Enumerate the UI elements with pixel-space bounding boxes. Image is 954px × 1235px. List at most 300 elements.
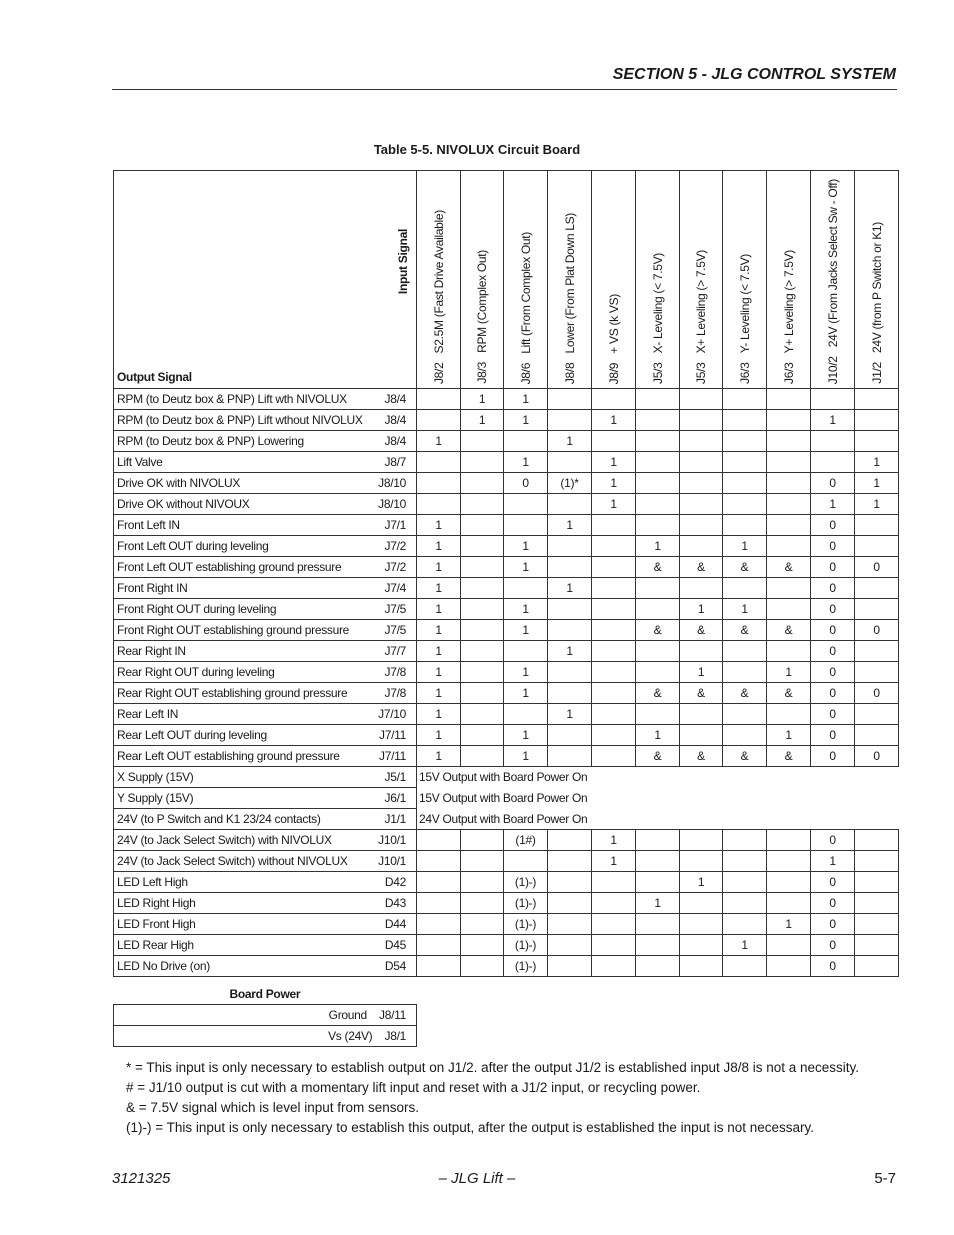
table-cell: 1 — [548, 578, 592, 599]
table-row — [114, 872, 899, 893]
output-signal-pin: J8/4 — [384, 392, 406, 406]
output-signal-name: 24V (to Jack Select Switch) without NIVOLUX — [117, 854, 348, 868]
table-cell — [723, 830, 767, 851]
table-cell: 0 — [855, 620, 899, 641]
table-cell: 1 — [461, 389, 504, 410]
table-cell: & — [723, 746, 767, 767]
table-cell: 1 — [504, 662, 548, 683]
row-label-cell — [114, 515, 417, 536]
table-cell: (1)-) — [504, 935, 548, 956]
table-row — [114, 452, 899, 473]
column-name: Y+ Leveling (> 7.5V) — [781, 250, 796, 354]
table-cell — [548, 914, 592, 935]
table-cell: 1 — [417, 515, 461, 536]
table-row — [114, 599, 899, 620]
table-cell — [592, 956, 636, 977]
table-cell — [680, 389, 723, 410]
output-signal-pin: J7/8 — [384, 686, 406, 700]
table-cell: & — [680, 620, 723, 641]
table-cell — [636, 599, 680, 620]
row-label-cell — [114, 473, 417, 494]
table-cell — [417, 452, 461, 473]
row-label-cell — [114, 578, 417, 599]
output-signal-pin: J10/1 — [378, 854, 406, 868]
table-cell — [680, 641, 723, 662]
table-cell — [461, 746, 504, 767]
table-cell — [855, 641, 899, 662]
table-cell — [592, 515, 636, 536]
table-cell — [636, 851, 680, 872]
table-cell — [592, 557, 636, 578]
board-power-table — [113, 984, 417, 1047]
table-cell: 1 — [592, 473, 636, 494]
table-caption: Table 5-5. NIVOLUX Circuit Board — [373, 142, 581, 157]
table-cell — [636, 914, 680, 935]
output-signal-pin: J1/1 — [384, 812, 406, 826]
table-row — [114, 746, 899, 767]
board-power-title: Board Power — [229, 987, 301, 1001]
table-cell — [461, 431, 504, 452]
table-cell: 1 — [548, 431, 592, 452]
row-label-cell — [114, 683, 417, 704]
table-cell: 0 — [855, 746, 899, 767]
table-cell — [461, 557, 504, 578]
column-header — [636, 171, 680, 389]
column-pin: J5/3 — [650, 362, 665, 384]
table-cell: 0 — [855, 683, 899, 704]
row-label-cell — [114, 725, 417, 746]
table-cell: 1 — [504, 557, 548, 578]
output-signal-name: Rear Right OUT establishing ground pressure — [117, 686, 348, 700]
table-cell: 1 — [417, 725, 461, 746]
table-row — [114, 809, 899, 830]
table-cell: & — [636, 746, 680, 767]
table-cell — [504, 578, 548, 599]
table-cell — [461, 473, 504, 494]
output-signal-name: LED Front High — [117, 917, 196, 931]
table-row — [114, 851, 899, 872]
table-cell — [680, 851, 723, 872]
table-cell: 1 — [417, 704, 461, 725]
table-cell — [461, 914, 504, 935]
footnotes — [126, 1058, 859, 1138]
table-cell — [767, 641, 811, 662]
table-cell — [767, 893, 811, 914]
column-name: 24V (From Jacks Select Sw - Off) — [825, 178, 840, 348]
table-cell — [723, 851, 767, 872]
table-cell — [855, 578, 899, 599]
table-cell — [811, 452, 855, 473]
column-header — [855, 171, 899, 389]
output-signal-pin: J10/1 — [378, 833, 406, 847]
table-cell: (1)-) — [504, 914, 548, 935]
table-cell — [636, 410, 680, 431]
table-cell — [636, 494, 680, 515]
table-cell — [548, 410, 592, 431]
table-cell — [592, 725, 636, 746]
table-cell: & — [767, 620, 811, 641]
table-cell — [548, 620, 592, 641]
row-label-cell — [114, 914, 417, 935]
page-number: 5-7 — [874, 1170, 896, 1187]
table-cell — [592, 578, 636, 599]
table-cell: 1 — [417, 431, 461, 452]
table-cell — [855, 389, 899, 410]
table-cell — [855, 725, 899, 746]
row-label-cell — [114, 641, 417, 662]
column-name: X+ Leveling (> 7.5V) — [694, 250, 708, 354]
table-cell — [723, 578, 767, 599]
table-cell — [592, 431, 636, 452]
table-cell: 1 — [636, 536, 680, 557]
table-cell — [855, 830, 899, 851]
table-cell: 1 — [504, 620, 548, 641]
output-signal-name: Rear Right OUT during leveling — [117, 665, 275, 679]
table-cell — [636, 872, 680, 893]
column-pin: J8/6 — [518, 362, 533, 384]
table-cell — [417, 851, 461, 872]
row-label-cell — [114, 536, 417, 557]
column-name: S2.5M (Fast Drive Available) — [431, 209, 446, 354]
table-cell: 1 — [417, 578, 461, 599]
table-cell: 0 — [504, 473, 548, 494]
row-label-cell — [114, 893, 417, 914]
row-note: 15V Output with Board Power On — [419, 791, 588, 805]
table-cell — [855, 935, 899, 956]
column-header — [723, 171, 767, 389]
column-header — [548, 171, 592, 389]
table-cell: & — [723, 557, 767, 578]
table-cell — [461, 620, 504, 641]
table-cell — [417, 830, 461, 851]
table-row — [114, 683, 899, 704]
board-power-row: Vs (24V) J8/1 — [114, 1026, 417, 1047]
output-signal-pin: J7/2 — [384, 539, 406, 553]
table-cell: 1 — [680, 662, 723, 683]
row-blank — [592, 767, 899, 788]
table-cell — [636, 578, 680, 599]
table-cell: 0 — [811, 557, 855, 578]
table-cell: 1 — [592, 830, 636, 851]
table-cell: 1 — [680, 599, 723, 620]
table-cell — [461, 872, 504, 893]
table-cell — [548, 599, 592, 620]
table-cell — [417, 473, 461, 494]
table-cell: 1 — [767, 725, 811, 746]
output-signal-pin: J8/4 — [384, 434, 406, 448]
table-row — [114, 893, 899, 914]
table-cell — [723, 956, 767, 977]
table-cell: 1 — [417, 641, 461, 662]
row-note: 15V Output with Board Power On — [419, 770, 588, 785]
output-signal-pin: J5/1 — [384, 770, 406, 784]
table-cell — [504, 851, 548, 872]
table-cell — [636, 515, 680, 536]
row-label-cell — [114, 809, 417, 830]
table-cell: 1 — [417, 746, 461, 767]
table-cell — [461, 830, 504, 851]
table-cell: (1#) — [504, 830, 548, 851]
table-cell: 1 — [548, 515, 592, 536]
table-cell: 1 — [548, 704, 592, 725]
table-cell: & — [636, 557, 680, 578]
table-cell — [680, 830, 723, 851]
table-cell — [417, 494, 461, 515]
output-signal-pin: J7/4 — [384, 581, 406, 595]
row-label-cell — [114, 662, 417, 683]
header-rule — [112, 89, 897, 90]
table-row — [114, 536, 899, 557]
table-cell: 1 — [504, 599, 548, 620]
output-signal-name: X Supply (15V) — [117, 770, 194, 784]
table-row — [114, 578, 899, 599]
nivolux-table — [113, 170, 899, 977]
table-cell — [723, 410, 767, 431]
table-cell: 1 — [680, 872, 723, 893]
table-cell — [592, 683, 636, 704]
table-row — [114, 725, 899, 746]
table-cell — [723, 452, 767, 473]
table-cell — [680, 914, 723, 935]
table-cell — [548, 830, 592, 851]
table-cell — [504, 431, 548, 452]
row-label-cell — [114, 956, 417, 977]
output-signal-name: Front Right OUT during leveling — [117, 602, 277, 616]
table-cell — [767, 452, 811, 473]
table-row — [114, 767, 899, 788]
output-signal-name: RPM (to Deutz box & PNP) Lift wth NIVOLUX — [117, 392, 347, 406]
table-cell — [636, 389, 680, 410]
table-cell — [461, 725, 504, 746]
table-cell: 0 — [811, 515, 855, 536]
table-cell — [723, 662, 767, 683]
table-cell — [855, 956, 899, 977]
table-row — [114, 557, 899, 578]
output-signal-name: Front Left OUT establishing ground pressure — [117, 560, 342, 574]
table-cell — [636, 431, 680, 452]
table-cell: 1 — [504, 683, 548, 704]
table-cell — [767, 599, 811, 620]
table-cell — [548, 956, 592, 977]
output-signal-pin: J7/8 — [384, 665, 406, 679]
row-label-cell — [114, 410, 417, 431]
column-pin: J8/9 — [606, 362, 621, 384]
table-cell: 0 — [811, 620, 855, 641]
column-pin: J8/2 — [431, 362, 446, 384]
output-signal-pin: D43 — [384, 896, 406, 910]
table-row — [114, 494, 899, 515]
table-cell — [461, 599, 504, 620]
table-cell — [548, 662, 592, 683]
header-corner — [114, 171, 417, 389]
table-row — [114, 935, 899, 956]
table-cell — [592, 389, 636, 410]
table-cell: (1)-) — [504, 956, 548, 977]
table-cell — [767, 830, 811, 851]
table-cell: 1 — [855, 494, 899, 515]
footnote: (1)-) = This input is only necessary to establish this output, after the output is established the input is not necessary. — [126, 1120, 814, 1135]
output-signal-pin: D54 — [384, 959, 406, 973]
column-name: + VS (k VS) — [606, 293, 621, 354]
table-cell — [855, 914, 899, 935]
output-signal-pin: D42 — [384, 875, 406, 889]
output-signal-pin: J7/5 — [384, 602, 406, 616]
table-cell — [723, 389, 767, 410]
output-signal-pin: J7/2 — [384, 560, 406, 574]
table-cell — [461, 935, 504, 956]
table-cell — [855, 599, 899, 620]
table-cell — [680, 494, 723, 515]
table-cell — [680, 515, 723, 536]
table-row — [114, 956, 899, 977]
table-cell — [855, 431, 899, 452]
column-header — [767, 171, 811, 389]
table-cell — [636, 956, 680, 977]
table-cell — [680, 536, 723, 557]
table-cell: 0 — [811, 473, 855, 494]
table-row — [114, 410, 899, 431]
table-cell — [723, 641, 767, 662]
section-title: SECTION 5 - JLG CONTROL SYSTEM — [612, 66, 896, 83]
column-header — [461, 171, 504, 389]
table-cell — [767, 872, 811, 893]
table-cell — [592, 662, 636, 683]
table-cell: & — [680, 683, 723, 704]
footer-center: – JLG Lift – — [438, 1170, 516, 1187]
table-cell: 1 — [504, 725, 548, 746]
table-row — [114, 704, 899, 725]
table-cell — [636, 662, 680, 683]
table-cell: (1)* — [548, 473, 592, 494]
table-cell — [855, 410, 899, 431]
table-cell: (1)-) — [504, 872, 548, 893]
column-name: 24V (from P Switch or K1) — [869, 222, 884, 354]
table-cell: 0 — [811, 578, 855, 599]
table-cell: 1 — [417, 662, 461, 683]
table-cell: & — [723, 683, 767, 704]
table-cell — [811, 389, 855, 410]
output-signal-name: 24V (to Jack Select Switch) with NIVOLUX — [117, 833, 332, 847]
table-cell: 0 — [811, 872, 855, 893]
table-cell — [723, 872, 767, 893]
input-signal-label: Input Signal — [396, 229, 410, 295]
table-cell — [767, 494, 811, 515]
table-cell: 1 — [592, 410, 636, 431]
table-cell — [548, 851, 592, 872]
table-cell — [680, 473, 723, 494]
table-cell — [723, 431, 767, 452]
output-signal-pin: J7/7 — [384, 644, 406, 658]
column-pin: J6/3 — [781, 362, 796, 384]
table-cell — [548, 494, 592, 515]
table-cell: & — [723, 620, 767, 641]
table-cell — [767, 473, 811, 494]
table-cell — [636, 830, 680, 851]
table-cell: 0 — [811, 641, 855, 662]
table-cell: 1 — [592, 494, 636, 515]
table-cell: 1 — [417, 683, 461, 704]
column-pin: J8/8 — [562, 362, 577, 384]
table-cell: & — [767, 746, 811, 767]
output-signal-name: Y Supply (15V) — [117, 791, 194, 805]
table-cell: (1)-) — [504, 893, 548, 914]
table-cell: 0 — [811, 893, 855, 914]
table-cell: 0 — [855, 557, 899, 578]
table-cell: 0 — [811, 830, 855, 851]
table-cell — [417, 935, 461, 956]
table-cell: 1 — [504, 536, 548, 557]
output-signal-pin: J7/11 — [379, 728, 406, 742]
table-cell — [767, 515, 811, 536]
table-cell — [548, 935, 592, 956]
column-name: Lower (From Plat Down LS) — [562, 212, 577, 354]
table-cell — [723, 494, 767, 515]
table-cell: 1 — [723, 599, 767, 620]
doc-number: 3121325 — [112, 1170, 171, 1187]
table-cell — [855, 704, 899, 725]
table-cell: 1 — [811, 410, 855, 431]
output-signal-pin: J8/4 — [384, 413, 406, 427]
table-cell — [723, 515, 767, 536]
table-cell: 1 — [461, 410, 504, 431]
table-cell: 1 — [767, 914, 811, 935]
table-cell — [636, 641, 680, 662]
table-cell — [767, 431, 811, 452]
table-cell — [417, 956, 461, 977]
output-signal-pin: J7/1 — [384, 518, 406, 532]
table-cell — [548, 725, 592, 746]
output-signal-pin: D44 — [384, 917, 406, 931]
row-label-cell — [114, 704, 417, 725]
row-label-cell — [114, 935, 417, 956]
column-name: X- Leveling (< 7.5V) — [650, 253, 665, 354]
output-signal-name: LED Rear High — [117, 938, 194, 952]
table-cell: 0 — [811, 935, 855, 956]
output-signal-name: Front Left OUT during leveling — [117, 539, 269, 553]
table-cell — [767, 704, 811, 725]
table-cell — [767, 536, 811, 557]
column-header — [680, 171, 723, 389]
column-pin: J1/2 — [869, 362, 884, 384]
table-cell — [855, 893, 899, 914]
table-cell — [504, 515, 548, 536]
row-label-cell — [114, 452, 417, 473]
column-name: RPM (Complex Out) — [475, 250, 489, 354]
table-cell — [680, 431, 723, 452]
table-cell — [680, 452, 723, 473]
row-label-cell — [114, 767, 417, 788]
table-cell: 1 — [811, 851, 855, 872]
table-cell: 1 — [592, 452, 636, 473]
table-cell — [680, 578, 723, 599]
table-cell — [592, 872, 636, 893]
table-cell — [767, 956, 811, 977]
output-signal-pin: J7/10 — [378, 707, 406, 721]
row-label-cell — [114, 494, 417, 515]
table-cell: 0 — [811, 599, 855, 620]
table-row — [114, 389, 899, 410]
row-label-cell — [114, 620, 417, 641]
row-label-cell — [114, 431, 417, 452]
row-label-cell — [114, 389, 417, 410]
table-cell — [461, 515, 504, 536]
footnote: # = J1/10 output is cut with a momentary lift input and reset with a J1/2 input, or recycling power. — [126, 1080, 701, 1095]
row-label-cell — [114, 851, 417, 872]
table-cell — [504, 704, 548, 725]
table-cell: 1 — [636, 725, 680, 746]
output-signal-name: LED Right High — [117, 896, 196, 910]
table-cell — [592, 935, 636, 956]
